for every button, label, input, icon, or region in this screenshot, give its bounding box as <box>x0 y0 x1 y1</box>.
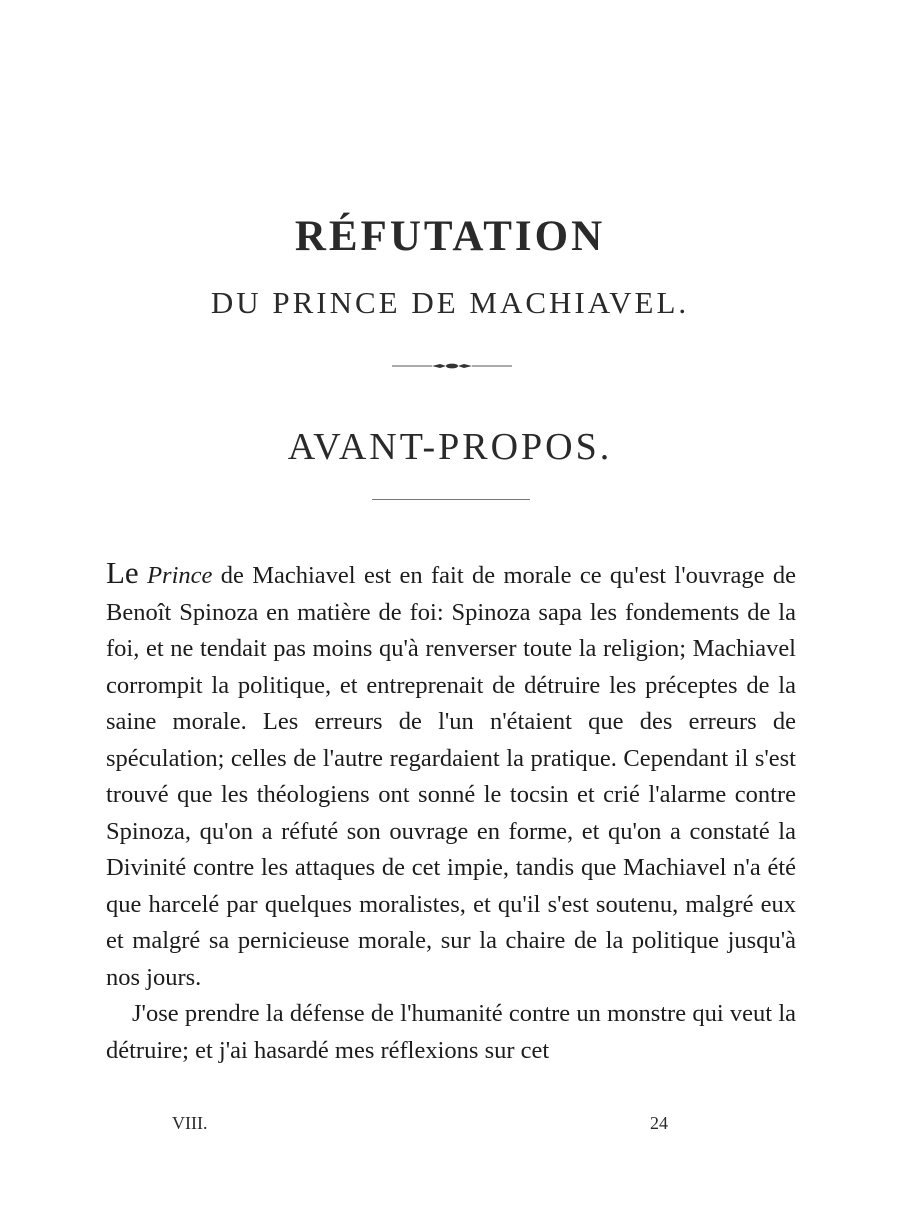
page-subtitle: DU PRINCE DE MACHIAVEL. <box>210 285 690 320</box>
signature-mark: VIII. <box>172 1113 208 1133</box>
paragraph-opening-word: Le <box>106 555 139 590</box>
ornament-divider <box>392 360 512 372</box>
body-text <box>106 555 796 1069</box>
section-rule <box>372 499 530 500</box>
section-title: AVANT-PROPOS. <box>287 426 613 468</box>
italic-title: Prince <box>147 562 213 589</box>
paragraph-2: J'ose prendre la défense de l'humanité contre un monstre qui veut la détruire; et j'ai hasardé mes réflexions sur cet <box>106 1000 796 1064</box>
paragraph-1-text: de Machiavel est en fait de morale ce qu'est l'ouvrage de Benoît Spinoza en matière de foi: Spinoza sapa les fondements de la foi, et ne tendait pas moins qu'à renverser toute la religion; Machiavel corrompit la politique, et entreprenait de détruire les préceptes de la saine morale. Les erreurs de l'un n'étaient que des erreurs de spéculation; celles de l'autre regardaient la pratique. Cependant il s'est trouvé que les théologiens ont sonné le tocsin et crié l'alarme contre Spinoza, qu'on a réfuté son ouvrage en forme, et qu'on a constaté la Divinité contre les attaques de cet impie, tandis que Machiavel n'a été que harcelé par quelques moralistes, et qu'il s'est soutenu, malgré eux et malgré sa pernicieuse morale, sur la chaire de la politique jusqu'à nos jours. <box>106 562 797 991</box>
paragraph-1 <box>106 555 796 996</box>
page-title: RÉFUTATION <box>294 213 606 260</box>
page-number: 24 <box>650 1113 668 1133</box>
